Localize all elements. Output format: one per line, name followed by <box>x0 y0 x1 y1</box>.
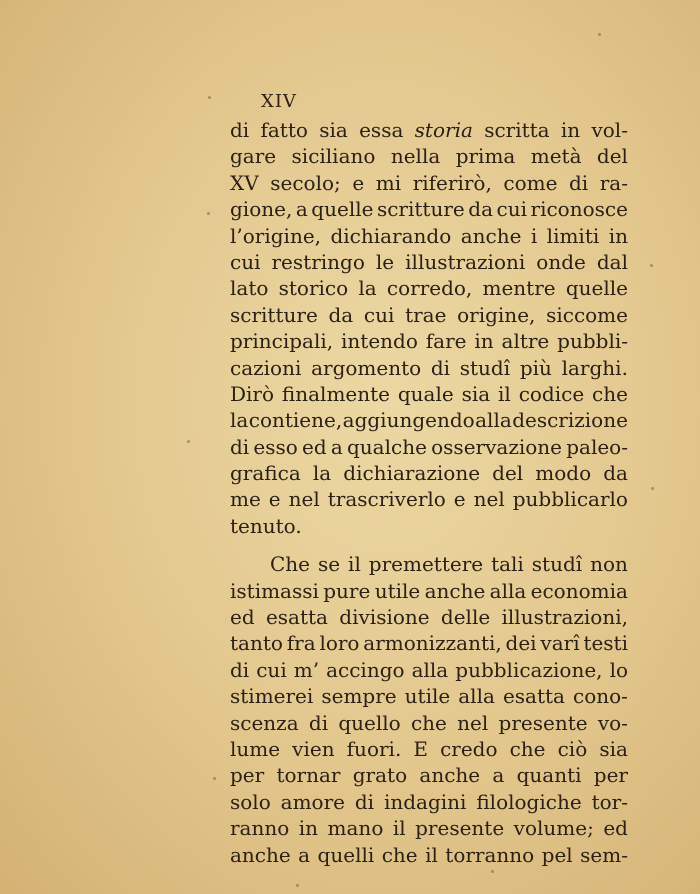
word: nel <box>288 487 320 512</box>
word: limiti <box>546 223 600 248</box>
word: lato <box>230 276 269 301</box>
word: grafica <box>230 461 301 486</box>
word: cui <box>256 657 287 682</box>
word: e <box>453 487 466 512</box>
text-line <box>230 407 628 433</box>
word: anche <box>424 578 486 603</box>
word: vol- <box>591 118 628 142</box>
word: mentre <box>482 276 556 301</box>
word: quelle <box>565 276 628 301</box>
word: il <box>348 552 361 577</box>
word: cono- <box>573 684 628 709</box>
word: utile <box>404 684 451 709</box>
word: pubbli- <box>557 329 628 354</box>
word: loro <box>319 631 360 656</box>
word: quanti <box>516 763 582 788</box>
word: ciò <box>557 736 588 761</box>
word: di <box>430 355 451 380</box>
word: presente <box>498 710 588 735</box>
word: principali, <box>230 329 334 354</box>
word: in <box>298 816 319 841</box>
text-line <box>230 513 628 539</box>
word: mi <box>375 170 402 195</box>
word: alla <box>475 408 512 433</box>
word: premettere <box>368 552 484 577</box>
text-line <box>230 842 628 868</box>
word: finalmente <box>281 381 391 406</box>
word: onde <box>536 249 586 274</box>
text-line <box>230 762 628 788</box>
word: m’ <box>293 657 320 682</box>
word: ed <box>230 605 255 630</box>
word: vo- <box>597 710 628 735</box>
word: l’origine, <box>230 223 322 248</box>
word: nella <box>390 144 441 169</box>
word: che <box>381 842 418 867</box>
word: quello <box>338 710 401 735</box>
word: secolo; <box>270 170 341 195</box>
word: come <box>503 170 558 195</box>
word: mano <box>327 816 384 841</box>
word: di <box>308 710 329 735</box>
text-line <box>230 275 628 301</box>
word: i <box>530 223 538 248</box>
word: vien <box>292 736 335 761</box>
word: delle <box>440 605 491 630</box>
word: fare <box>425 329 467 354</box>
word: origine, <box>457 302 536 327</box>
word: la <box>312 461 332 486</box>
paper-speck <box>650 264 653 267</box>
word: illustrazioni, <box>501 605 628 630</box>
word: il <box>498 381 511 406</box>
text-line <box>230 355 628 381</box>
word: pure <box>323 578 371 603</box>
word: che <box>410 710 447 735</box>
word: scritture <box>376 197 465 222</box>
word: studî <box>531 552 583 577</box>
word: il <box>392 816 406 841</box>
word: illustrazioni <box>405 249 526 274</box>
word: varî <box>540 631 580 656</box>
word: osservazione <box>431 434 563 459</box>
word: che <box>592 381 628 406</box>
word: quelle <box>311 197 374 222</box>
paper-speck <box>207 212 210 215</box>
word: fra <box>286 631 316 656</box>
text-line <box>230 710 628 736</box>
word: tenuto. <box>230 513 302 538</box>
page-number: XIV <box>261 91 297 112</box>
word: torranno <box>445 842 535 867</box>
word: tanto <box>230 631 283 656</box>
word: esatta <box>502 684 565 709</box>
word: contiene, <box>248 408 343 433</box>
word: in <box>560 118 581 142</box>
word: storia <box>414 118 473 142</box>
word: intendo <box>341 329 418 354</box>
text-line <box>230 460 628 486</box>
word: ra- <box>599 170 628 195</box>
word: sempre <box>321 684 397 709</box>
word: altre <box>501 329 550 354</box>
word: indagini <box>383 789 467 814</box>
word: siccome <box>546 302 628 327</box>
word: larghi. <box>561 355 628 380</box>
word: nel <box>473 487 505 512</box>
word: tali <box>491 552 524 577</box>
word: divisione <box>339 605 430 630</box>
word: esso <box>253 434 298 459</box>
word: fuori. <box>346 736 402 761</box>
word: che <box>509 736 546 761</box>
text-line <box>230 683 628 709</box>
word: economia <box>530 578 628 603</box>
word: Che <box>270 552 311 577</box>
word: sem- <box>580 842 628 867</box>
word: gione, <box>230 197 293 222</box>
word: trascriverlo <box>327 487 446 512</box>
word: scritture <box>230 302 318 327</box>
word: istimassi <box>230 578 319 603</box>
word: nel <box>457 710 489 735</box>
word: quelli <box>317 842 375 867</box>
word: da <box>603 461 628 486</box>
word: aggiungendo <box>342 408 475 433</box>
word: credo <box>440 736 498 761</box>
word: a <box>492 763 505 788</box>
word: gare <box>230 144 277 169</box>
word: qualche <box>347 434 427 459</box>
word: il <box>425 842 438 867</box>
word: in <box>608 223 628 248</box>
word: pubblicarlo <box>512 487 628 512</box>
word: più <box>519 355 552 380</box>
paper-speck <box>213 777 216 780</box>
paper-speck <box>491 870 494 873</box>
text-line <box>230 249 628 275</box>
word: stimerei <box>230 684 314 709</box>
word: riferirò, <box>412 170 492 195</box>
word: e <box>352 170 365 195</box>
word: le <box>375 249 395 274</box>
word: dei <box>505 631 537 656</box>
word: esatta <box>265 605 328 630</box>
word: codice <box>518 381 585 406</box>
word: cui <box>496 197 527 222</box>
word: armonizzanti, <box>363 631 502 656</box>
word: non <box>590 552 628 577</box>
word: fatto <box>260 118 308 142</box>
word: trae <box>405 302 447 327</box>
text-line <box>230 551 628 577</box>
text-line <box>230 486 628 512</box>
word: anche <box>230 842 291 867</box>
word: cui <box>363 302 395 327</box>
word: da <box>468 197 493 222</box>
word: prima <box>455 144 516 169</box>
word: del <box>492 461 524 486</box>
word: pel <box>541 842 573 867</box>
word: paleo- <box>566 434 628 459</box>
text-line <box>230 223 628 249</box>
word: lume <box>230 736 281 761</box>
word: essa <box>359 118 404 142</box>
word: di <box>568 170 589 195</box>
word: descrizione <box>512 408 628 433</box>
word: modo <box>535 461 592 486</box>
word: storico <box>278 276 349 301</box>
word: di <box>354 789 375 814</box>
word: tor- <box>591 789 628 814</box>
word: metà <box>530 144 582 169</box>
word: grato <box>352 763 408 788</box>
word: anche <box>460 223 522 248</box>
word: ranno <box>230 816 290 841</box>
word: lo <box>609 657 628 682</box>
text-line <box>230 630 628 656</box>
word: a <box>298 842 311 867</box>
word: sia <box>461 381 491 406</box>
word: alla <box>458 684 495 709</box>
paper-speck <box>296 884 299 887</box>
word: di <box>230 434 250 459</box>
word: utile <box>374 578 421 603</box>
text-line <box>230 328 628 354</box>
text-line <box>230 434 628 460</box>
word: anche <box>419 763 481 788</box>
word: per <box>230 763 265 788</box>
word: pubblicazione, <box>455 657 603 682</box>
word: la <box>358 276 377 301</box>
word: presente <box>415 816 505 841</box>
paper-speck <box>651 487 654 490</box>
body-text <box>230 117 628 868</box>
word: tornar <box>276 763 341 788</box>
word: dal <box>596 249 628 274</box>
word: da <box>328 302 354 327</box>
word: sia <box>599 736 628 761</box>
word: filologiche <box>476 789 582 814</box>
word: per <box>593 763 628 788</box>
word: del <box>596 144 628 169</box>
word: la <box>230 408 249 433</box>
word: ed <box>603 816 628 841</box>
text-line <box>230 736 628 762</box>
word: me <box>230 487 261 512</box>
text-line <box>230 815 628 841</box>
word: amore <box>280 789 345 814</box>
word: volume; <box>513 816 594 841</box>
word: dichiarazione <box>343 461 481 486</box>
text-line <box>230 381 628 407</box>
word: alla <box>411 657 449 682</box>
word: dichiarando <box>330 223 452 248</box>
paper-speck <box>598 33 601 36</box>
word: cui <box>230 249 261 274</box>
paper-speck <box>208 96 211 99</box>
word: riconosce <box>530 197 628 222</box>
paper-speck <box>187 440 190 443</box>
word: argomento <box>311 355 422 380</box>
word: corredo, <box>386 276 473 301</box>
text-line <box>230 578 628 604</box>
word: a <box>295 197 308 222</box>
word: cazioni <box>230 355 302 380</box>
word: se <box>317 552 341 577</box>
word: studî <box>459 355 511 380</box>
word: ed <box>302 434 327 459</box>
word: testi <box>583 631 628 656</box>
text-line <box>230 657 628 683</box>
word: in <box>474 329 494 354</box>
word: sia <box>319 118 348 142</box>
text-line <box>230 170 628 196</box>
word: scenza <box>230 710 299 735</box>
word: restringo <box>271 249 365 274</box>
text-line <box>230 789 628 815</box>
word: e <box>268 487 281 512</box>
word: E <box>413 736 428 761</box>
word: quale <box>397 381 454 406</box>
word: XV <box>230 170 259 195</box>
word: a <box>330 434 343 459</box>
word: alla <box>489 578 527 603</box>
paragraph-gap <box>230 539 628 551</box>
text-line <box>230 302 628 328</box>
text-line <box>230 196 628 222</box>
word: scritta <box>484 118 550 142</box>
text-line <box>230 117 628 143</box>
word: siciliano <box>291 144 376 169</box>
word: di <box>230 657 250 682</box>
text-line <box>230 604 628 630</box>
word: accingo <box>326 657 405 682</box>
text-line <box>230 143 628 169</box>
word: solo <box>230 789 271 814</box>
word: Dirò <box>230 381 275 406</box>
word: di <box>230 118 250 142</box>
